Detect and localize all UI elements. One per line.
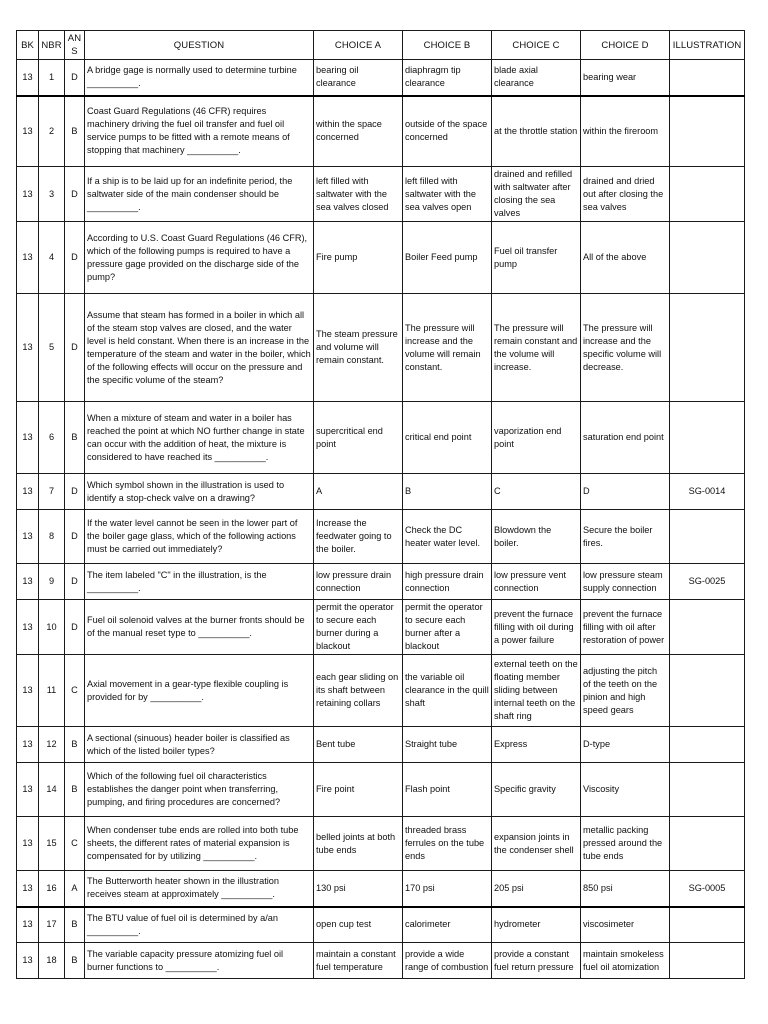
cell-choice-b: Flash point xyxy=(403,763,492,817)
cell-bk: 13 xyxy=(17,763,39,817)
question-table xyxy=(16,30,745,979)
cell-question: Assume that steam has formed in a boiler in which all of the steam stop valves are closed, and the water level is held constant. When there is an increase in the temperature of the steam and water in the boiler, which of the following effects will occur on the pressure and the specific volume of the steam? xyxy=(85,294,314,402)
cell-choice-c: The pressure will remain constant and the volume will increase. xyxy=(492,294,581,402)
cell-nbr: 5 xyxy=(39,294,65,402)
cell-illustration xyxy=(670,402,745,474)
cell-bk: 13 xyxy=(17,60,39,96)
cell-question: Fuel oil solenoid valves at the burner fronts should be of the manual reset type to __________. xyxy=(85,600,314,655)
cell-question: According to U.S. Coast Guard Regulations (46 CFR), which of the following pumps is required to have a pressure gage provided on the discharge side of the pump? xyxy=(85,222,314,294)
header-ans: ANS xyxy=(65,31,85,60)
cell-choice-d: bearing wear xyxy=(581,60,670,96)
cell-illustration xyxy=(670,294,745,402)
cell-bk: 13 xyxy=(17,943,39,979)
cell-question: A bridge gage is normally used to determine turbine __________. xyxy=(85,60,314,96)
header-illustration: ILLUSTRATION xyxy=(670,31,745,60)
cell-question: The BTU value of fuel oil is determined by a/an __________. xyxy=(85,907,314,943)
cell-nbr: 3 xyxy=(39,167,65,222)
cell-choice-d: All of the above xyxy=(581,222,670,294)
cell-ans: D xyxy=(65,600,85,655)
cell-illustration: SG-0025 xyxy=(670,564,745,600)
cell-choice-a: bearing oil clearance xyxy=(314,60,403,96)
cell-illustration xyxy=(670,655,745,727)
cell-choice-c: vaporization end point xyxy=(492,402,581,474)
header-choice-b: CHOICE B xyxy=(403,31,492,60)
cell-ans: C xyxy=(65,655,85,727)
cell-choice-b: threaded brass ferrules on the tube ends xyxy=(403,817,492,871)
cell-ans: D xyxy=(65,60,85,96)
table-row xyxy=(17,564,745,600)
cell-nbr: 1 xyxy=(39,60,65,96)
cell-choice-a: permit the operator to secure each burner during a blackout xyxy=(314,600,403,655)
cell-choice-a: Fire point xyxy=(314,763,403,817)
cell-choice-b: provide a wide range of combustion xyxy=(403,943,492,979)
header-row xyxy=(17,31,745,60)
cell-choice-b: permit the operator to secure each burner after a blackout xyxy=(403,600,492,655)
cell-question: The item labeled "C" in the illustration, is the __________. xyxy=(85,564,314,600)
cell-illustration xyxy=(670,96,745,167)
cell-bk: 13 xyxy=(17,474,39,510)
cell-choice-c: C xyxy=(492,474,581,510)
cell-choice-b: critical end point xyxy=(403,402,492,474)
cell-nbr: 4 xyxy=(39,222,65,294)
cell-choice-b: Boiler Feed pump xyxy=(403,222,492,294)
cell-choice-b: left filled with saltwater with the sea valves open xyxy=(403,167,492,222)
cell-choice-d: low pressure steam supply connection xyxy=(581,564,670,600)
cell-choice-c: Express xyxy=(492,727,581,763)
cell-ans: D xyxy=(65,294,85,402)
cell-question: A sectional (sinuous) header boiler is classified as which of the listed boiler types? xyxy=(85,727,314,763)
cell-ans: C xyxy=(65,817,85,871)
cell-nbr: 17 xyxy=(39,907,65,943)
cell-nbr: 7 xyxy=(39,474,65,510)
cell-bk: 13 xyxy=(17,600,39,655)
cell-ans: B xyxy=(65,96,85,167)
cell-ans: D xyxy=(65,510,85,564)
cell-question: Axial movement in a gear-type flexible coupling is provided for by __________. xyxy=(85,655,314,727)
cell-ans: D xyxy=(65,474,85,510)
cell-bk: 13 xyxy=(17,564,39,600)
cell-bk: 13 xyxy=(17,222,39,294)
cell-choice-b: The pressure will increase and the volume will remain constant. xyxy=(403,294,492,402)
header-choice-a: CHOICE A xyxy=(314,31,403,60)
cell-choice-c: blade axial clearance xyxy=(492,60,581,96)
cell-choice-c: prevent the furnace filling with oil during a power failure xyxy=(492,600,581,655)
table-row xyxy=(17,727,745,763)
cell-choice-b: outside of the space concerned xyxy=(403,96,492,167)
cell-illustration xyxy=(670,600,745,655)
cell-choice-a: left filled with saltwater with the sea valves closed xyxy=(314,167,403,222)
cell-choice-a: low pressure drain connection xyxy=(314,564,403,600)
cell-illustration xyxy=(670,763,745,817)
cell-choice-b: diaphragm tip clearance xyxy=(403,60,492,96)
cell-illustration: SG-0014 xyxy=(670,474,745,510)
cell-illustration xyxy=(670,907,745,943)
cell-choice-a: A xyxy=(314,474,403,510)
cell-nbr: 15 xyxy=(39,817,65,871)
cell-illustration xyxy=(670,817,745,871)
cell-nbr: 11 xyxy=(39,655,65,727)
cell-choice-d: prevent the furnace filling with oil after restoration of power xyxy=(581,600,670,655)
cell-choice-c: Specific gravity xyxy=(492,763,581,817)
cell-choice-d: D-type xyxy=(581,727,670,763)
cell-question: Which symbol shown in the illustration is used to identify a stop-check valve on a drawing? xyxy=(85,474,314,510)
table-row xyxy=(17,943,745,979)
cell-ans: B xyxy=(65,763,85,817)
cell-choice-b: calorimeter xyxy=(403,907,492,943)
cell-choice-c: hydrometer xyxy=(492,907,581,943)
cell-bk: 13 xyxy=(17,907,39,943)
cell-bk: 13 xyxy=(17,294,39,402)
cell-choice-c: Fuel oil transfer pump xyxy=(492,222,581,294)
cell-choice-c: drained and refilled with saltwater after closing the sea valves xyxy=(492,167,581,222)
table-row xyxy=(17,655,745,727)
cell-bk: 13 xyxy=(17,655,39,727)
cell-choice-c: low pressure vent connection xyxy=(492,564,581,600)
cell-question: The variable capacity pressure atomizing fuel oil burner functions to __________. xyxy=(85,943,314,979)
cell-choice-d: adjusting the pitch of the teeth on the pinion and high speed gears xyxy=(581,655,670,727)
cell-nbr: 18 xyxy=(39,943,65,979)
table-row xyxy=(17,222,745,294)
table-row xyxy=(17,907,745,943)
cell-question: When a mixture of steam and water in a boiler has reached the point at which NO further change in state can occur with the addition of heat, the mixture is considered to have reached its __________. xyxy=(85,402,314,474)
cell-choice-b: 170 psi xyxy=(403,871,492,907)
cell-choice-b: Straight tube xyxy=(403,727,492,763)
cell-choice-d: drained and dried out after closing the sea valves xyxy=(581,167,670,222)
cell-choice-a: The steam pressure and volume will remain constant. xyxy=(314,294,403,402)
cell-nbr: 6 xyxy=(39,402,65,474)
cell-question: If a ship is to be laid up for an indefinite period, the saltwater side of the main condenser should be __________. xyxy=(85,167,314,222)
cell-choice-a: within the space concerned xyxy=(314,96,403,167)
cell-choice-a: belled joints at both tube ends xyxy=(314,817,403,871)
cell-question: The Butterworth heater shown in the illustration receives steam at approximately __________. xyxy=(85,871,314,907)
header-question: QUESTION xyxy=(85,31,314,60)
table-row xyxy=(17,167,745,222)
question-sheet xyxy=(16,30,744,979)
cell-question: Which of the following fuel oil characteristics establishes the danger point when transferring, pumping, and firing procedures are concerned? xyxy=(85,763,314,817)
cell-choice-a: Increase the feedwater going to the boiler. xyxy=(314,510,403,564)
cell-bk: 13 xyxy=(17,402,39,474)
cell-choice-b: Check the DC heater water level. xyxy=(403,510,492,564)
cell-ans: D xyxy=(65,564,85,600)
cell-choice-a: each gear sliding on its shaft between retaining collars xyxy=(314,655,403,727)
cell-nbr: 14 xyxy=(39,763,65,817)
cell-choice-d: D xyxy=(581,474,670,510)
cell-bk: 13 xyxy=(17,817,39,871)
cell-bk: 13 xyxy=(17,727,39,763)
cell-bk: 13 xyxy=(17,510,39,564)
cell-choice-a: 130 psi xyxy=(314,871,403,907)
cell-choice-c: at the throttle station xyxy=(492,96,581,167)
cell-ans: B xyxy=(65,907,85,943)
cell-choice-d: metallic packing pressed around the tube ends xyxy=(581,817,670,871)
header-choice-d: CHOICE D xyxy=(581,31,670,60)
cell-ans: B xyxy=(65,727,85,763)
cell-choice-a: Fire pump xyxy=(314,222,403,294)
cell-illustration: SG-0005 xyxy=(670,871,745,907)
cell-choice-c: external teeth on the floating member sliding between internal teeth on the shaft ring xyxy=(492,655,581,727)
cell-ans: D xyxy=(65,222,85,294)
cell-nbr: 10 xyxy=(39,600,65,655)
cell-question: If the water level cannot be seen in the lower part of the boiler gage glass, which of the following actions must be carried out immediately? xyxy=(85,510,314,564)
cell-choice-c: expansion joints in the condenser shell xyxy=(492,817,581,871)
header-choice-c: CHOICE C xyxy=(492,31,581,60)
table-row xyxy=(17,871,745,907)
cell-ans: B xyxy=(65,943,85,979)
cell-choice-d: saturation end point xyxy=(581,402,670,474)
cell-ans: D xyxy=(65,167,85,222)
table-row xyxy=(17,402,745,474)
cell-nbr: 8 xyxy=(39,510,65,564)
table-row xyxy=(17,294,745,402)
cell-bk: 13 xyxy=(17,167,39,222)
cell-question: When condenser tube ends are rolled into both tube sheets, the different rates of material expansion is compensated for by utilizing __________. xyxy=(85,817,314,871)
cell-choice-a: maintain a constant fuel temperature xyxy=(314,943,403,979)
cell-ans: B xyxy=(65,402,85,474)
cell-choice-d: Viscosity xyxy=(581,763,670,817)
table-row xyxy=(17,763,745,817)
header-bk: BK xyxy=(17,31,39,60)
cell-choice-a: supercritical end point xyxy=(314,402,403,474)
cell-nbr: 2 xyxy=(39,96,65,167)
table-row xyxy=(17,96,745,167)
cell-illustration xyxy=(670,167,745,222)
table-row xyxy=(17,817,745,871)
cell-illustration xyxy=(670,60,745,96)
cell-choice-d: The pressure will increase and the specific volume will decrease. xyxy=(581,294,670,402)
cell-choice-b: B xyxy=(403,474,492,510)
table-row xyxy=(17,60,745,96)
cell-choice-d: viscosimeter xyxy=(581,907,670,943)
cell-illustration xyxy=(670,510,745,564)
cell-choice-c: Blowdown the boiler. xyxy=(492,510,581,564)
cell-question: Coast Guard Regulations (46 CFR) requires machinery driving the fuel oil transfer and fuel oil service pumps to be fitted with a remote means of stopping that machinery __________. xyxy=(85,96,314,167)
cell-illustration xyxy=(670,222,745,294)
cell-choice-c: 205 psi xyxy=(492,871,581,907)
cell-ans: A xyxy=(65,871,85,907)
cell-nbr: 16 xyxy=(39,871,65,907)
cell-nbr: 9 xyxy=(39,564,65,600)
cell-bk: 13 xyxy=(17,871,39,907)
cell-choice-a: Bent tube xyxy=(314,727,403,763)
cell-choice-b: high pressure drain connection xyxy=(403,564,492,600)
cell-bk: 13 xyxy=(17,96,39,167)
cell-choice-c: provide a constant fuel return pressure xyxy=(492,943,581,979)
cell-choice-d: 850 psi xyxy=(581,871,670,907)
cell-choice-b: the variable oil clearance in the quill shaft xyxy=(403,655,492,727)
table-row xyxy=(17,600,745,655)
cell-choice-d: Secure the boiler fires. xyxy=(581,510,670,564)
cell-illustration xyxy=(670,943,745,979)
cell-illustration xyxy=(670,727,745,763)
table-row xyxy=(17,474,745,510)
cell-nbr: 12 xyxy=(39,727,65,763)
header-nbr: NBR xyxy=(39,31,65,60)
cell-choice-d: maintain smokeless fuel oil atomization xyxy=(581,943,670,979)
table-row xyxy=(17,510,745,564)
cell-choice-a: open cup test xyxy=(314,907,403,943)
cell-choice-d: within the fireroom xyxy=(581,96,670,167)
